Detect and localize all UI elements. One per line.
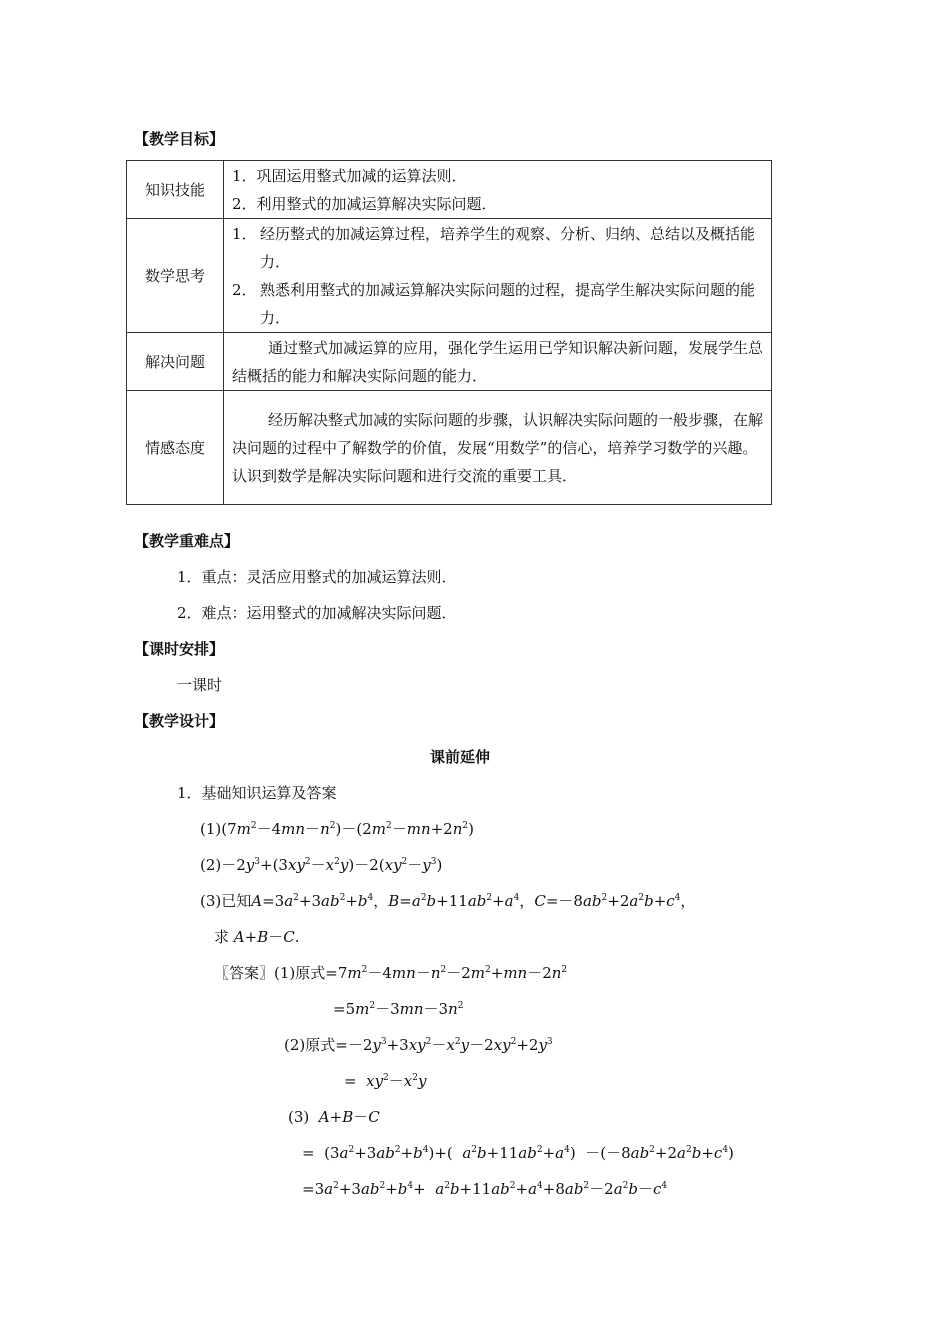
key-point-item: 1．重点：灵活应用整式的加减运算法则． — [177, 568, 457, 586]
schedule-text: 一课时 — [177, 676, 223, 694]
goals-category: 情感态度 — [127, 391, 224, 505]
section-title-schedule: 【课时安排】 — [134, 640, 225, 658]
goals-item: 熟悉利用整式的加减运算解决实际问题的过程，提高学生解决实际问题的能力． — [260, 280, 756, 327]
answer-1-line-1: 〖答案〗(1)原式$=7m^2-4mn-n^2-2m^2+mn-2n^2$ — [214, 964, 568, 982]
goals-item: 经历整式的加减运算过程，培养学生的观察、分析、归纳、总结以及概括能力． — [260, 224, 756, 271]
goals-row-thinking: 数学思考 1． 经历整式的加减运算过程，培养学生的观察、分析、归纳、总结以及概括能力． 2． 熟悉利用整式的加减运算解决实际问题的过程，提高学生解决实际问题的能力． — [127, 219, 772, 333]
goals-item: 2．利用整式的加减运算解决实际问题． — [232, 194, 497, 213]
goals-item: 1．巩固运用整式加减的运算法则． — [232, 166, 467, 185]
design-subtitle: 课前延伸 — [430, 748, 491, 766]
question-3-ask: 求 A+B－C. — [214, 928, 300, 946]
goals-text: 经历解决整式加减的实际问题的步骤，认识解决实际问题的一般步骤，在解决问题的过程中了解数学的价值，发展“用数学”的信心，培养学习数学的兴趣。认识到数学是解决实际问题和进行交流的重要工具． — [232, 410, 764, 485]
goals-category: 知识技能 — [127, 161, 224, 219]
key-point-item: 2．难点：运用整式的加减解决实际问题． — [177, 604, 457, 622]
answer-3-line-2: = $(3a^2+3ab^2+b^4)+$( $a^2b+11ab^2+a^4) -(-8ab^2+2a^2b+c^4)$ — [302, 1144, 734, 1162]
question-3: (3)已知$A=3a^2+3ab^2+b^4$，$B=a^2b+11ab^2+a^4$，$C=-8ab^2+2a^2b+c^4$， — [200, 892, 696, 910]
goals-category: 解决问题 — [127, 333, 224, 391]
answer-1-line-2: $=5m^2-3mn-3n^2$ — [333, 1000, 464, 1018]
section-title-goals: 【教学目标】 — [134, 130, 225, 148]
goals-text: 通过整式加减运算的应用，强化学生运用已学知识解决新问题，发展学生总结概括的能力和解决实际问题的能力． — [232, 338, 764, 385]
design-item-1: 1．基础知识运算及答案 — [177, 784, 337, 802]
section-title-key-points: 【教学重难点】 — [134, 532, 240, 550]
goals-category: 数学思考 — [127, 219, 224, 333]
goals-table — [126, 160, 772, 505]
answer-3-line-3: $=3a^2+3ab^2+b^4+ a^2b+11ab^2+a^4+8ab^2-2a^2b-c^4$ — [302, 1180, 668, 1198]
answer-2-line-2: = $xy^2-x^2y$ — [344, 1072, 427, 1090]
question-2: $(2)-2y^3+(3xy^2-x^2y)-2(xy^2-y^3)$ — [200, 856, 443, 874]
answer-2-line-1: (2)原式$=-2y^3+3xy^2-x^2y-2xy^2+2y^3$ — [284, 1036, 553, 1054]
goals-row-attitude — [127, 391, 772, 505]
section-title-design: 【教学设计】 — [134, 712, 225, 730]
question-1: $(1)(7m^2-4mn-n^2)-(2m^2-mn+2n^2)$ — [200, 820, 474, 838]
goals-row-knowledge — [127, 161, 772, 219]
goals-row-problem-solving — [127, 333, 772, 391]
answer-3-line-1: (3) A+B－C — [288, 1108, 380, 1126]
